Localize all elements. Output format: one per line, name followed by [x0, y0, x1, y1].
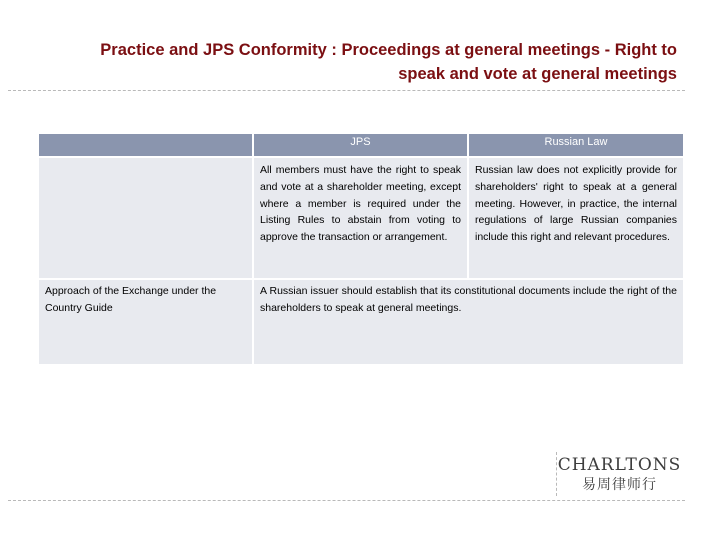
charltons-logo — [556, 452, 682, 496]
header-corner-cell — [38, 133, 253, 157]
comparison-table — [37, 132, 685, 366]
table-header-row — [38, 133, 684, 157]
header-russian-law: Russian Law — [468, 133, 684, 157]
bottom-divider — [8, 500, 685, 501]
row1-russian-law-cell: Russian law does not explicitly provide for shareholders' right to speak at a general meeting. However, in practice, the internal regulations of large Russian companies include this right and relevant procedures. — [468, 157, 684, 279]
logo-name: CHARLTONS — [557, 455, 682, 475]
row1-jps-cell: All members must have the right to speak and vote at a shareholder meeting, except where a member is required under the Listing Rules to abstain from voting to approve the transaction or arrangement. — [253, 157, 468, 279]
row2-label-cell: Approach of the Exchange under the Country Guide — [38, 279, 253, 365]
slide-title: Practice and JPS Conformity : Proceedings at general meetings - Right to speak and vote at general meetings — [100, 41, 677, 83]
table-row — [38, 157, 684, 279]
row2-approach-cell: A Russian issuer should establish that its constitutional documents include the right of the shareholders to speak at general meetings. — [253, 279, 684, 365]
header-jps: JPS — [253, 133, 468, 157]
table-row — [38, 279, 684, 365]
row1-label-cell — [38, 157, 253, 279]
top-divider — [8, 90, 685, 91]
logo-chinese-name: 易周律师行 — [582, 477, 657, 493]
